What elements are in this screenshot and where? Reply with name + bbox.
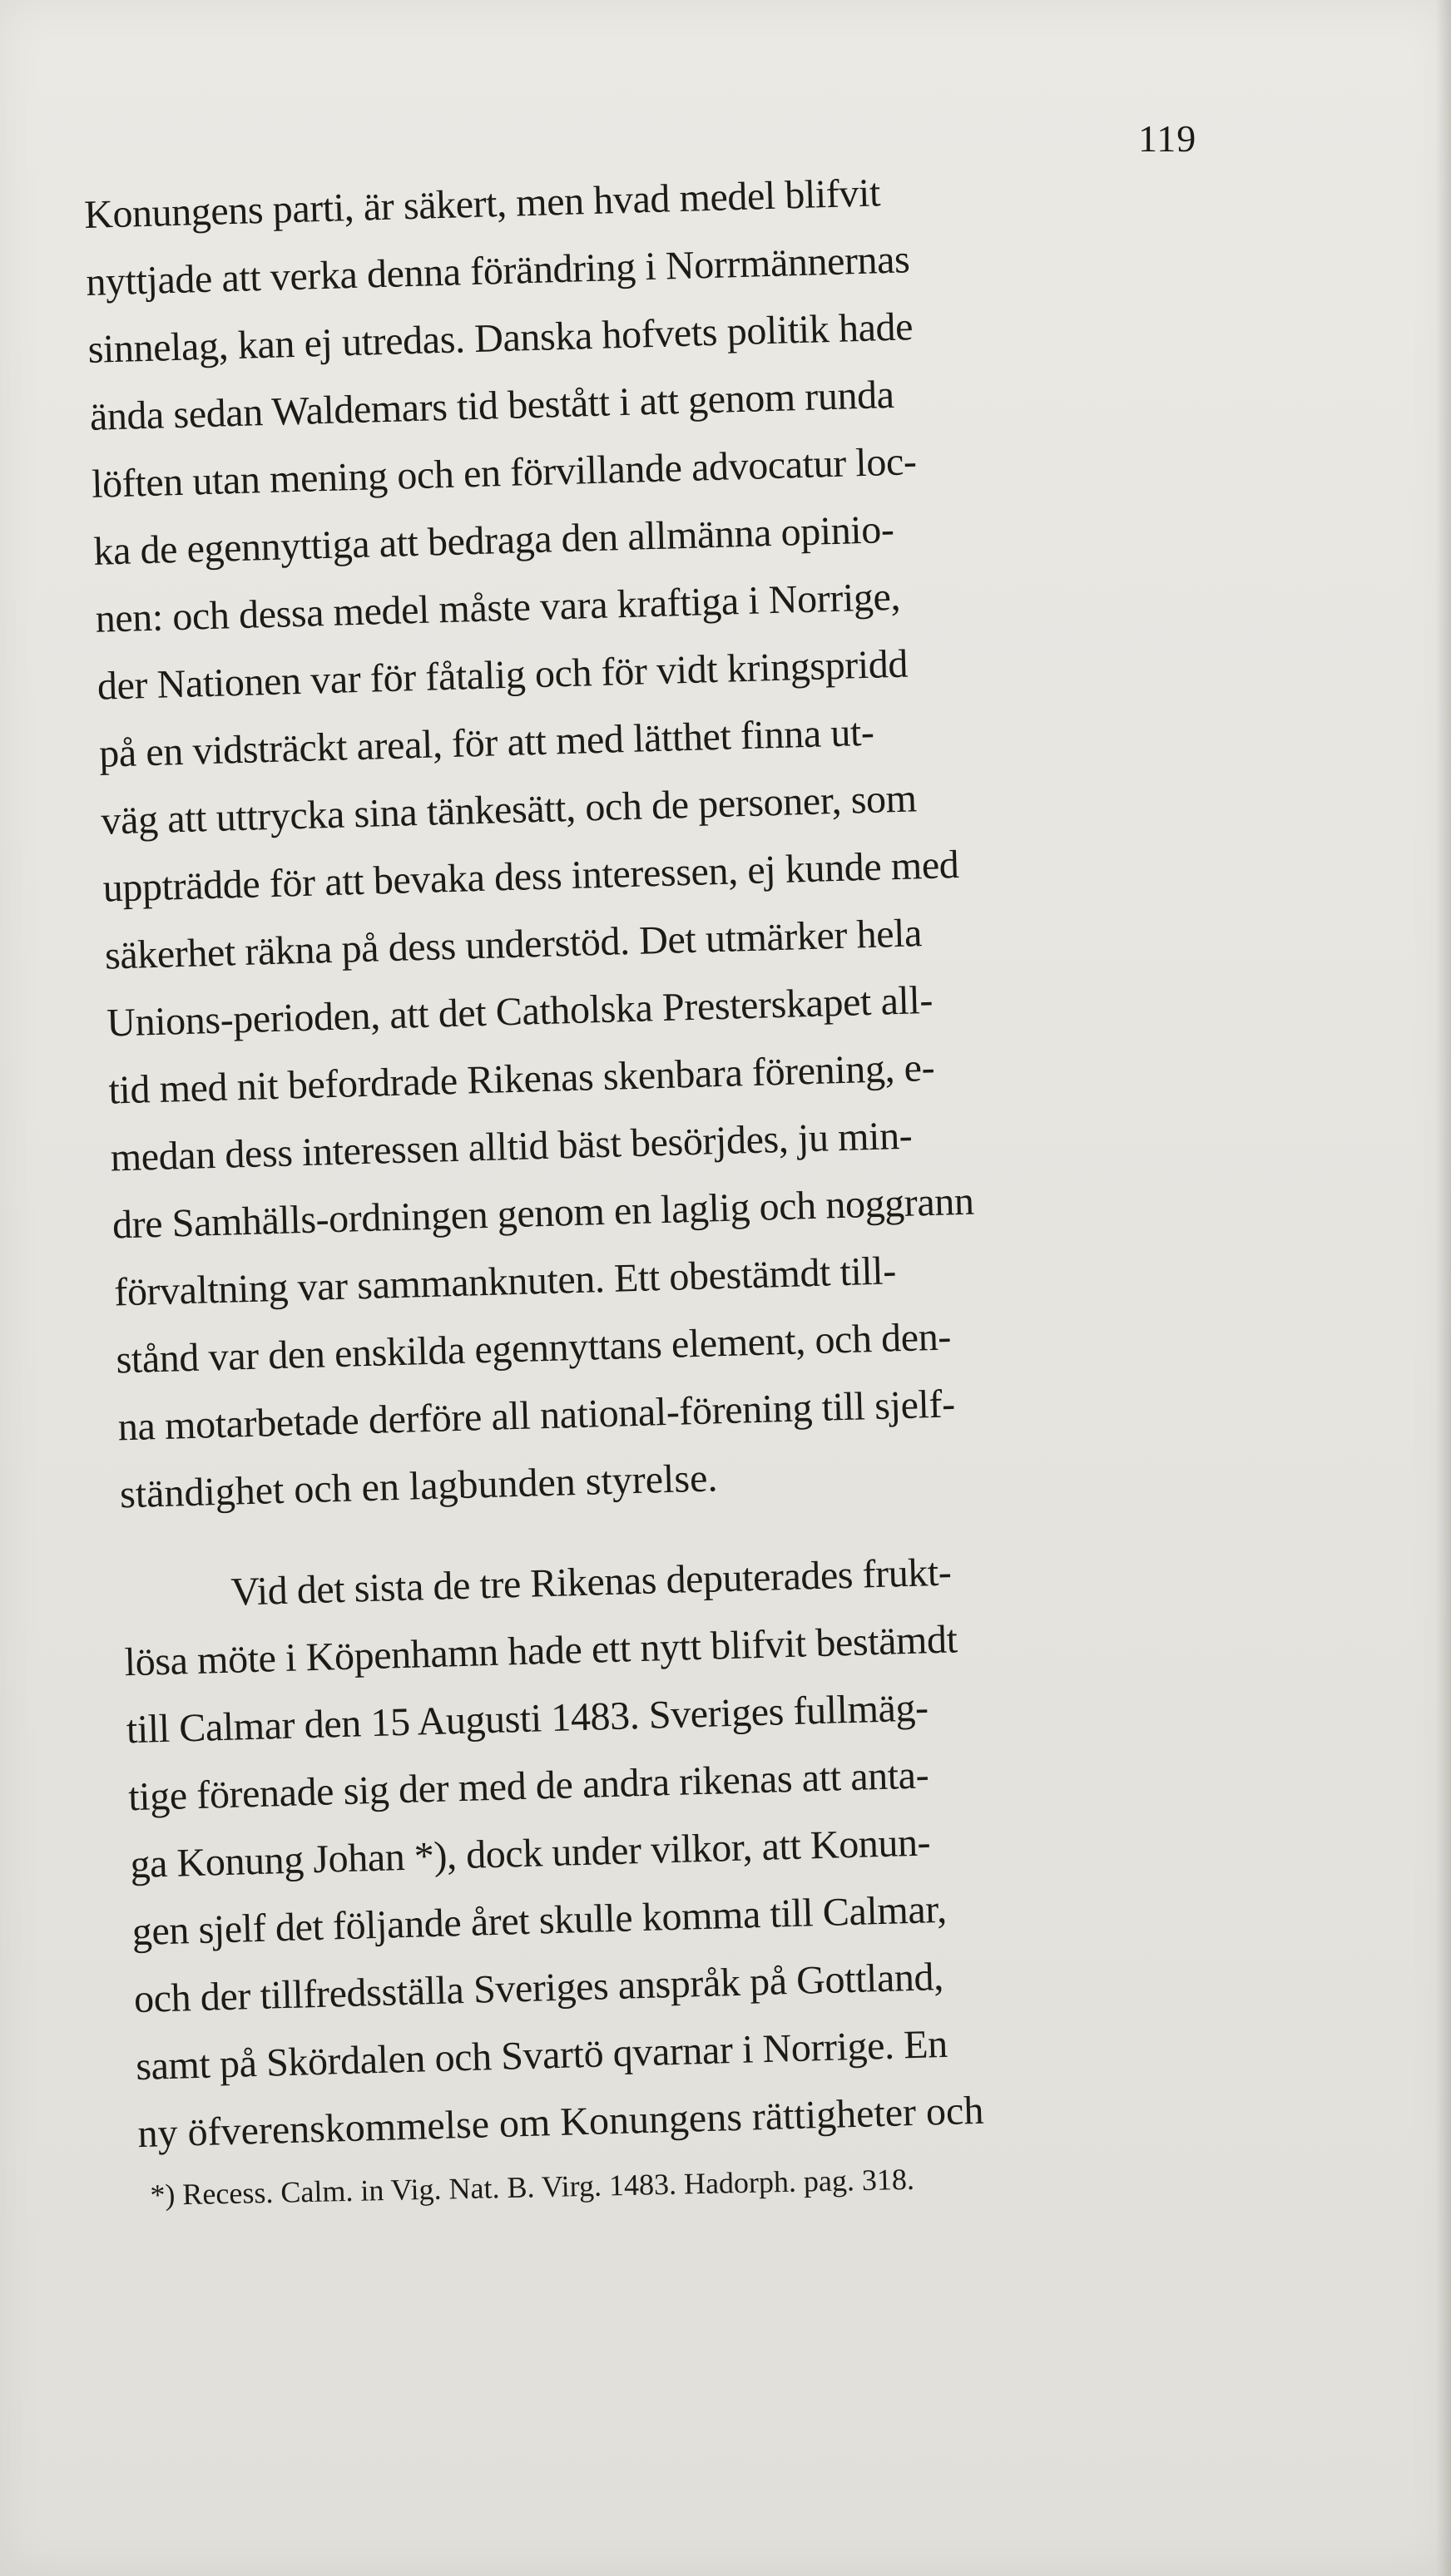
text-line: tige förenade sig der med de andra rikenas att anta- bbox=[127, 1753, 929, 1820]
text-line: medan dess interessen alltid bäst besörjdes, ju min- bbox=[110, 1113, 913, 1180]
text-line: gen sjelf det följande året skulle komma till Calmar, bbox=[131, 1886, 948, 1955]
text-line: der Nationen var för fåtalig och för vidt kringspridd bbox=[97, 641, 909, 709]
text-line: säkerhet räkna på dess understöd. Det utmärker hela bbox=[104, 911, 923, 978]
paragraph-2 bbox=[121, 1526, 1386, 2168]
body-text bbox=[83, 146, 1386, 2168]
text-line: nyttjade att verka denna förändring i Norrmännernas bbox=[85, 237, 911, 304]
text-line: förvaltning var sammanknuten. Ett obestämdt till- bbox=[113, 1248, 897, 1315]
text-line: nen: och dessa medel måste vara kraftiga i Norrige, bbox=[94, 574, 901, 641]
text-line: na motarbetade derföre all national-förening till sjelf- bbox=[117, 1382, 956, 1450]
text-line: tid med nit befordrade Rikenas skenbara förening, e- bbox=[107, 1045, 935, 1113]
page-fold-shadow bbox=[1436, 0, 1451, 2576]
text-line: Vid det sista de tre Rikenas deputerades frukt- bbox=[230, 1550, 953, 1614]
paragraph-1 bbox=[83, 146, 1369, 1528]
page-number: 119 bbox=[1138, 117, 1197, 160]
text-line: ka de egennyttiga att bedraga den allmänna opinio- bbox=[92, 507, 895, 574]
text-line: Konungens parti, är säkert, men hvad medel blifvit bbox=[83, 171, 881, 237]
text-line: stånd var den enskilda egennyttans element, och den- bbox=[115, 1314, 952, 1382]
text-line: samt på Skördalen och Svartö qvarnar i Norrige. En bbox=[135, 2021, 948, 2089]
footnote: *) Recess. Calm. in Vig. Nat. B. Virg. 1483. Hadorph. pag. 318. bbox=[150, 2162, 915, 2212]
text-line: sinnelag, kan ej utredas. Danska hofvets politik hade bbox=[87, 304, 914, 372]
text-line: Unions-perioden, att det Catholska Presterskapet all- bbox=[106, 977, 933, 1046]
text-line: väg att uttrycka sina tänkesätt, och de personer, som bbox=[100, 776, 918, 843]
text-line: dre Samhälls-ordningen genom en laglig och noggrann bbox=[111, 1179, 975, 1248]
text-line: ständighet och en lagbunden styrelse. bbox=[119, 1456, 719, 1517]
text-line: ga Konung Johan *), dock under vilkor, att Konun- bbox=[129, 1820, 931, 1887]
text-line: på en vidsträckt areal, för att med lätthet finna ut- bbox=[98, 710, 875, 776]
text-line: uppträdde för att bevaka dess interessen, ej kunde med bbox=[102, 842, 960, 911]
text-line: lösa möte i Köpenhamn hade ett nytt blifvit bestämdt bbox=[124, 1617, 958, 1685]
text-line: löften utan mening och en förvillande advocatur loc- bbox=[91, 439, 918, 507]
text-line: ända sedan Waldemars tid bestått i att genom runda bbox=[89, 372, 895, 439]
text-line: till Calmar den 15 Augusti 1483. Sveriges fullmäg- bbox=[126, 1685, 929, 1753]
text-line: ny öfverenskommelse om Konungens rättigheter och bbox=[136, 2088, 984, 2157]
text-line: och der tillfredsställa Sveriges anspråk på Gottland, bbox=[133, 1954, 944, 2022]
